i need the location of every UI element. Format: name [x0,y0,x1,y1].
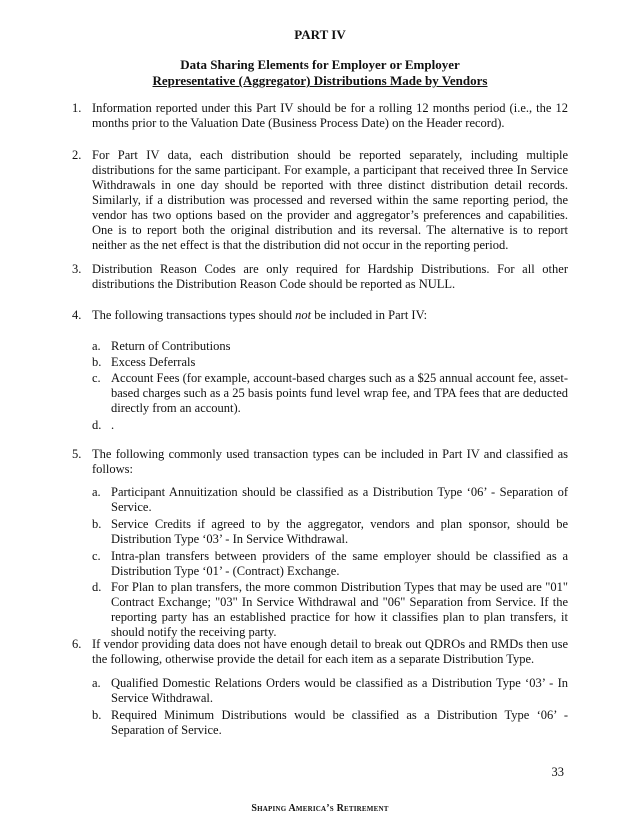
sub-item-text: Qualified Domestic Relations Orders would be classified as a Distribution Type ‘03’ - In Service Withdrawal. [111,676,568,705]
sub-item-letter: c. [92,371,101,385]
page-number: 33 [551,765,564,779]
list-item-1 [72,101,568,131]
sub-item-4b [92,355,568,370]
list-item-2 [72,148,568,253]
item-text: The following commonly used transaction types can be included in Part IV and classified as follows: [92,447,568,476]
heading-line-2: Representative (Aggregator) Distributions Made by Vendors [152,73,488,88]
sub-item-text: Excess Deferrals [111,355,196,369]
sub-item-5a [92,485,568,515]
item-text: Information reported under this Part IV should be for a rolling 12 months period (i.e., the 12 months prior to the Valuation Date (Business Process Date) on the Header record). [92,101,568,130]
sub-item-text: Intra-plan transfers between providers of the same employer should be classified as a Distribution Type ‘01’ - (Contract) Exchange. [111,549,568,578]
sub-item-6b [92,708,568,738]
item-number: 6. [72,637,82,651]
sub-item-text: Return of Contributions [111,339,231,353]
heading-line-1: Data Sharing Elements for Employer or Employer [180,57,460,72]
sub-item-4c [92,371,568,416]
item-number: 1. [72,101,82,115]
sub-item-letter: b. [92,517,102,531]
item-text-emphasis: not [295,308,312,322]
sub-item-text: Service Credits if agreed to by the aggregator, vendors and plan sponsor, should be Distribution Type ‘03’ - In Service Withdrawal. [111,517,568,546]
sub-item-5b [92,517,568,547]
item-number: 5. [72,447,82,461]
sub-item-letter: a. [92,339,101,353]
sub-item-text: For Plan to plan transfers, the more common Distribution Types that may be used are "01" Contract Exchange; "03" In Service Withdrawal and "06" Separation from Service. If the reporting party has an established practice for how it classifies plan to plan transfers, it should notify the receiving party. [111,580,568,639]
item-text-after: be included in Part IV: [311,308,428,322]
sub-item-letter: d. [92,418,102,432]
item-text: Distribution Reason Codes are only required for Hardship Distributions. For all other distributions the Distribution Reason Code should be reported as NULL. [92,262,568,291]
sub-item-letter: c. [92,549,101,563]
item-text-before: The following transactions types should [92,308,296,322]
sub-item-text: Required Minimum Distributions would be classified as a Distribution Type ‘06’ - Separation of Service. [111,708,568,737]
sub-item-letter: b. [92,708,102,722]
item-text [92,308,568,323]
list-item-5 [72,447,568,477]
sub-item-text: Participant Annuitization should be classified as a Distribution Type ‘06’ - Separation of Service. [111,485,568,514]
sub-item-letter: d. [92,580,102,594]
sub-item-4a [92,339,568,354]
item-number: 3. [72,262,82,276]
page-footer: Shaping America’s Retirement [251,803,389,814]
sub-item-letter: b. [92,355,102,369]
list-item-3 [72,262,568,292]
sub-item-text: Account Fees (for example, account-based charges such as a $25 annual account fee, asset-based charges such as a 25 basis points fund level wrap fee, and TPA fees that are deducted directly from an account). [111,371,568,415]
sub-item-5d [92,580,568,640]
sub-item-5c [92,549,568,579]
item-number: 4. [72,308,82,322]
sub-item-4d [92,418,568,433]
part-title: PART IV [294,27,346,42]
item-text: If vendor providing data does not have enough detail to break out QDROs and RMDs then use the following, otherwise provide the detail for each item as a separate Distribution Type. [92,637,568,666]
item-text: For Part IV data, each distribution should be reported separately, including multiple distributions for the same participant. For example, a participant that received three In Service Withdrawals in one day should be reported with three distinct distribution detail records. Similarly, if a distribution was processed and reversed within the same reporting period, the vendor has two options based on the provider and aggregator’s preferences and capabilities. One is to report both the original distribution and its reversal. The alternative is to report neither as the net effect is that the distribution did not occur in the reporting period. [92,148,568,252]
list-item-6 [72,637,568,667]
section-heading [0,57,640,89]
item-number: 2. [72,148,82,162]
sub-item-letter: a. [92,676,101,690]
sub-item-text: . [111,418,115,432]
sub-item-letter: a. [92,485,101,499]
sub-item-6a [92,676,568,706]
list-item-4 [72,308,568,323]
